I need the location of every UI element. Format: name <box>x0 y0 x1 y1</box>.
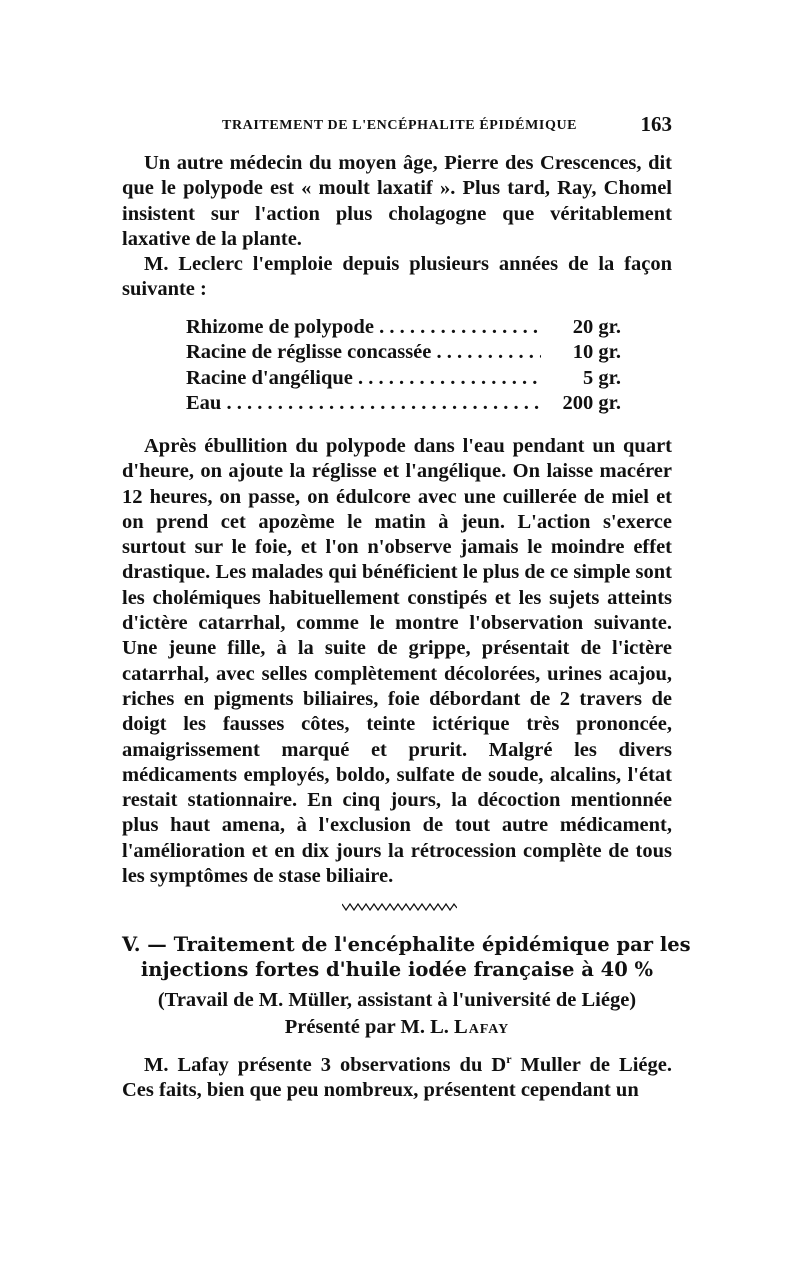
recipe-quantity: 200 gr. <box>562 391 621 414</box>
paragraph-3 <box>122 434 672 889</box>
section-credit <box>122 987 672 1041</box>
recipe-ingredient: Racine d'angélique . . . <box>186 366 541 391</box>
recipe-ingredient: Eau . . . <box>186 391 541 416</box>
running-title: TRAITEMENT DE L'ENCÉPHALITE ÉPIDÉMIQUE <box>222 118 578 133</box>
recipe-ingredient: Rhizome de polypode . . . <box>186 315 541 340</box>
credit-author-name: Lafay <box>454 1016 510 1038</box>
paragraph-1-text: Un autre médecin du moyen âge, Pierre des Crescences, dit que le polypode est « moult laxatif ». Plus tard, Ray, Chomel insistent sur l'action plus cholagogne que véritablement laxative de la plante. <box>122 152 672 250</box>
paragraph-4-text-end: Muller de Liége. Ces faits, bien que peu nombreux, présentent cependant un <box>122 1053 672 1102</box>
page-header <box>122 112 672 140</box>
paragraph-4-text-start: M. Lafay présente 3 observations du D <box>144 1053 507 1076</box>
paragraph-3-text: Après ébullition du polypode dans l'eau pendant un quart d'heure, on ajoute la réglisse et l'angélique. On laisse macérer 12 heures, on passe, on édulcore avec une cuillerée de miel et on prend cet apozème le matin à jeun. L'action s'exerce surtout sur le foie, et l'on n'observe jamais le moindre effet drastique. Les malades qui bénéficient le plus de ce simple sont les cholémiques habituellement constipés et les sujets atteints d'ictère catarrhal, comme le montre l'observation suivante. Une jeune fille, à la suite de grippe, présentait de l'ictère catarrhal, avec selles complètement décolorées, urines acajou, riches en pigments biliaires, foie débordant de 2 travers de doigt les fausses côtes, teinte ictérique très prononcée, amaigrissement marqué et prurit. Malgré les divers médicaments employés, boldo, sulfate de soude, alcalins, l'état restait stationnaire. En cinq jours, la décoction mentionnée plus haut amena, à l'exclusion de tout autre médicament, l'amélioration et en dix jours la rétrocession complète de tous les symptômes de stase biliaire. <box>122 435 672 888</box>
recipe-quantity: 10 gr. <box>572 341 621 364</box>
credit-line-2 <box>122 1014 672 1041</box>
recipe-row <box>186 315 621 340</box>
recipe-row <box>186 340 621 365</box>
recipe-ingredient: Racine de réglisse concassée . . . <box>186 340 541 365</box>
page-number: 163 <box>640 112 672 136</box>
credit-line-1: (Travail de M. Müller, assistant à l'université de Liége) <box>157 989 637 1011</box>
recipe-list <box>186 315 621 416</box>
recipe-row <box>186 366 621 391</box>
paragraph-4 <box>122 1047 672 1103</box>
superscript-r: r <box>506 1052 512 1066</box>
recipe-quantity: 20 gr. <box>572 316 621 338</box>
section-title-line-1: V. — Traitement de l'encéphalite épidémique par les <box>122 933 691 956</box>
paragraph-2 <box>122 252 672 303</box>
section-title-line-2: injections fortes d'huile iodée française à 40 % <box>140 958 654 981</box>
section-title <box>122 932 691 982</box>
credit-prefix: Présenté par M. L. <box>284 1016 449 1038</box>
recipe-row <box>186 391 621 416</box>
section-divider-ornament <box>342 902 457 912</box>
paragraph-2-text: M. Leclerc l'emploie depuis plusieurs années de la façon suivante : <box>122 253 672 301</box>
paragraph-1 <box>122 151 672 252</box>
recipe-quantity: 5 gr. <box>583 366 621 389</box>
